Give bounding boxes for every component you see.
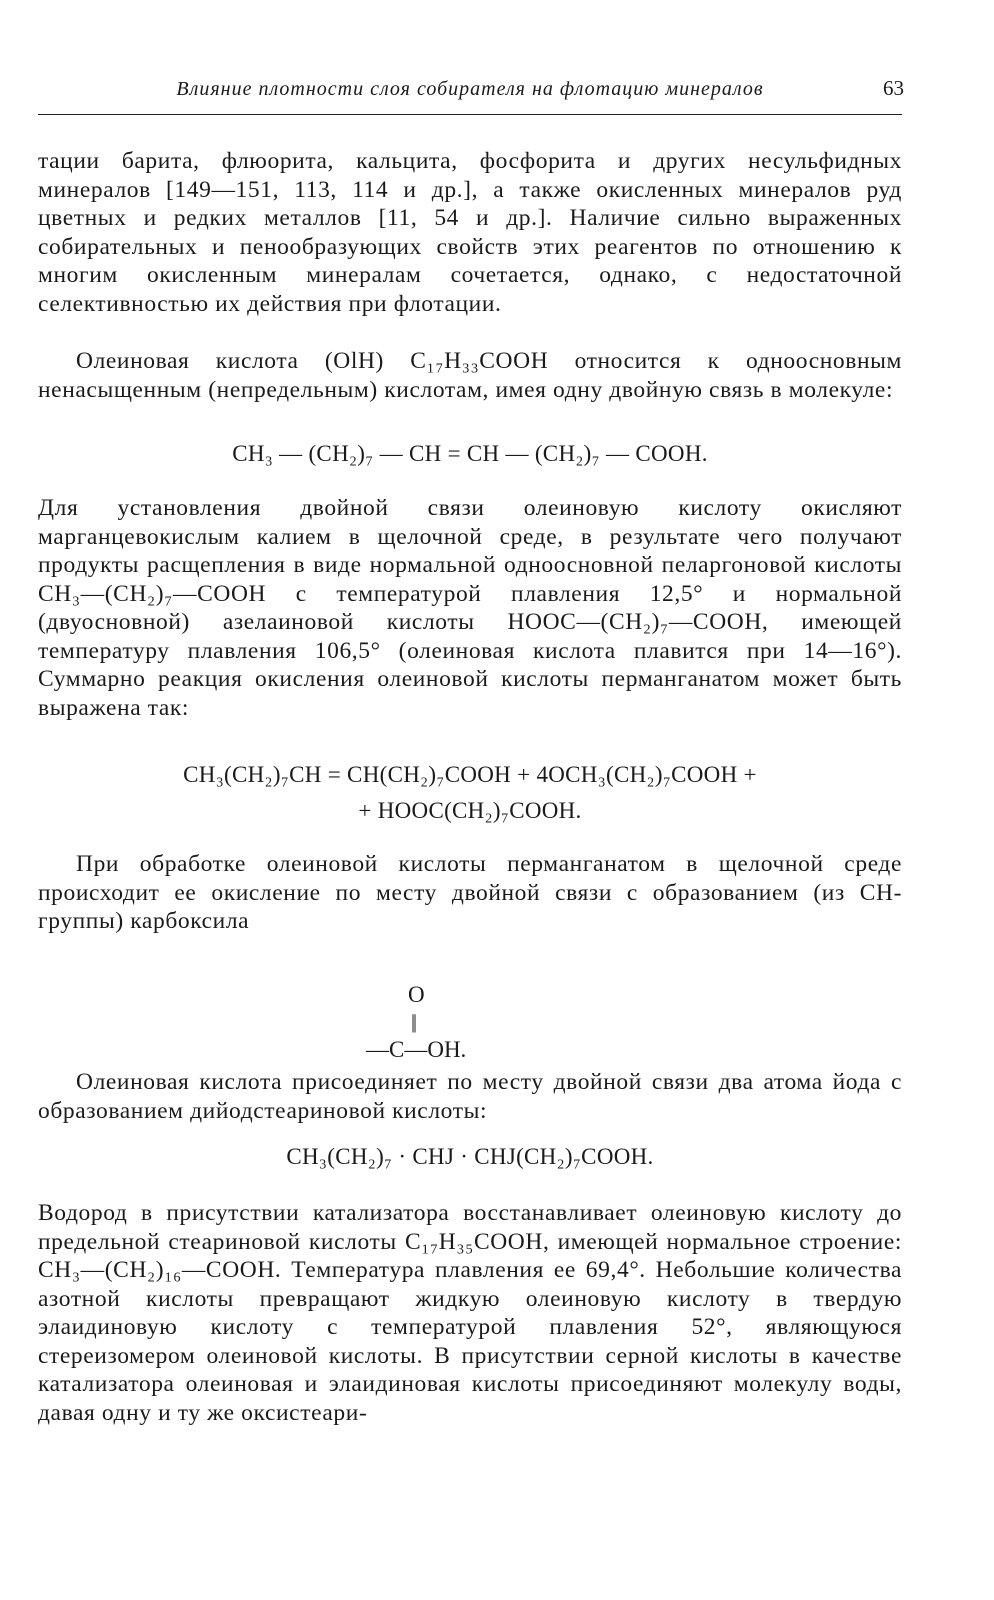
formula-oxidation-line-1: CH₃(CH₂)₇CH = CH(CH₂)₇COOH + 4OCH₃(CH₂)₇COOH + [183, 762, 757, 787]
paragraph-4: При обработке олеиновой кислоты перманганатом в щелочной среде происходит ее окисление по месту двойной связи с образованием (из CH-группы) карбоксила [38, 851, 902, 934]
paragraph-2: Олеиновая кислота (OlH) C₁₇H₃₃COOH относится к одноосновным ненасыщенным (непредельным) кислотам, имея одну двойную связь в молекуле: [38, 348, 902, 403]
running-header [38, 74, 902, 115]
paragraph-3: Для установления двойной связи олеиновую кислоту окисляют марганцевокислым калием в щелочной среде, в результате чего получают продукты расщепления в виде нормальной одноосновной пеларгоновой кислоты CH₃—(CH₂)₇—COOH с температурой плавления 12,5° и нормальной (двуосновной) азелаиновой кислоты HOOC—(CH₂)₇—COOH, имеющей температуру плавления 106,5° (олеиновая кислота плавится при 14—16°). Суммарно реакция окисления олеиновой кислоты перманганатом может быть выражена так: [38, 495, 902, 721]
paragraph-5: Олеиновая кислота присоединяет по месту двойной связи два атома йода с образованием дийодстеариновой кислоты: [38, 1069, 902, 1124]
page-number: 63 [883, 76, 904, 100]
carboxyl-structure [360, 982, 520, 1072]
carboxyl-double-bond: || [411, 1011, 416, 1033]
formula-diiodostearic-acid: CH₃(CH₂)₇ · CHJ · CHJ(CH₂)₇COOH. [286, 1144, 654, 1169]
carboxyl-group: —C—OH. [366, 1037, 467, 1062]
paragraph-6: Водород в присутствии катализатора восстанавливает олеиновую кислоту до предельной стеариновой кислоты C₁₇H₃₅COOH, имеющей нормальное строение: CH₃—(CH₂)₁₆—COOH. Температура плавления ее 69,4°. Небольшие количества азотной кислоты превращают жидкую олеиновую кислоту в твердую элаидиновую кислоту с температурой плавления 52°, являющуюся стереизомером олеиновой кислоты. В присутствии серной кислоты в качестве катализатора олеиновая и элаидиновая кислоты присоединяют молекулу воды, давая одну и ту же оксистеари- [38, 1200, 902, 1426]
running-title: Влияние плотности слоя собирателя на флотацию минералов [176, 78, 764, 100]
formula-oxidation-line-2: + HOOC(CH₂)₇COOH. [358, 798, 582, 823]
carboxyl-oxygen: O [408, 982, 425, 1007]
paragraph-1: тации барита, флюорита, кальцита, фосфорита и других несульфидных минералов [149—151, 113, 114 и др.], а также окисленных минералов руд цветных и редких металлов [11, 54 и др.]. Наличие сильно выраженных собирательных и пенообразующих свойств этих реагентов по отношению к многим окисленным минералам сочетается, однако, с недостаточной селективностью их действия при флотации. [38, 148, 902, 317]
formula-oleic-acid: CH₃ — (CH₂)₇ — CH = CH — (CH₂)₇ — COOH. [232, 441, 708, 466]
